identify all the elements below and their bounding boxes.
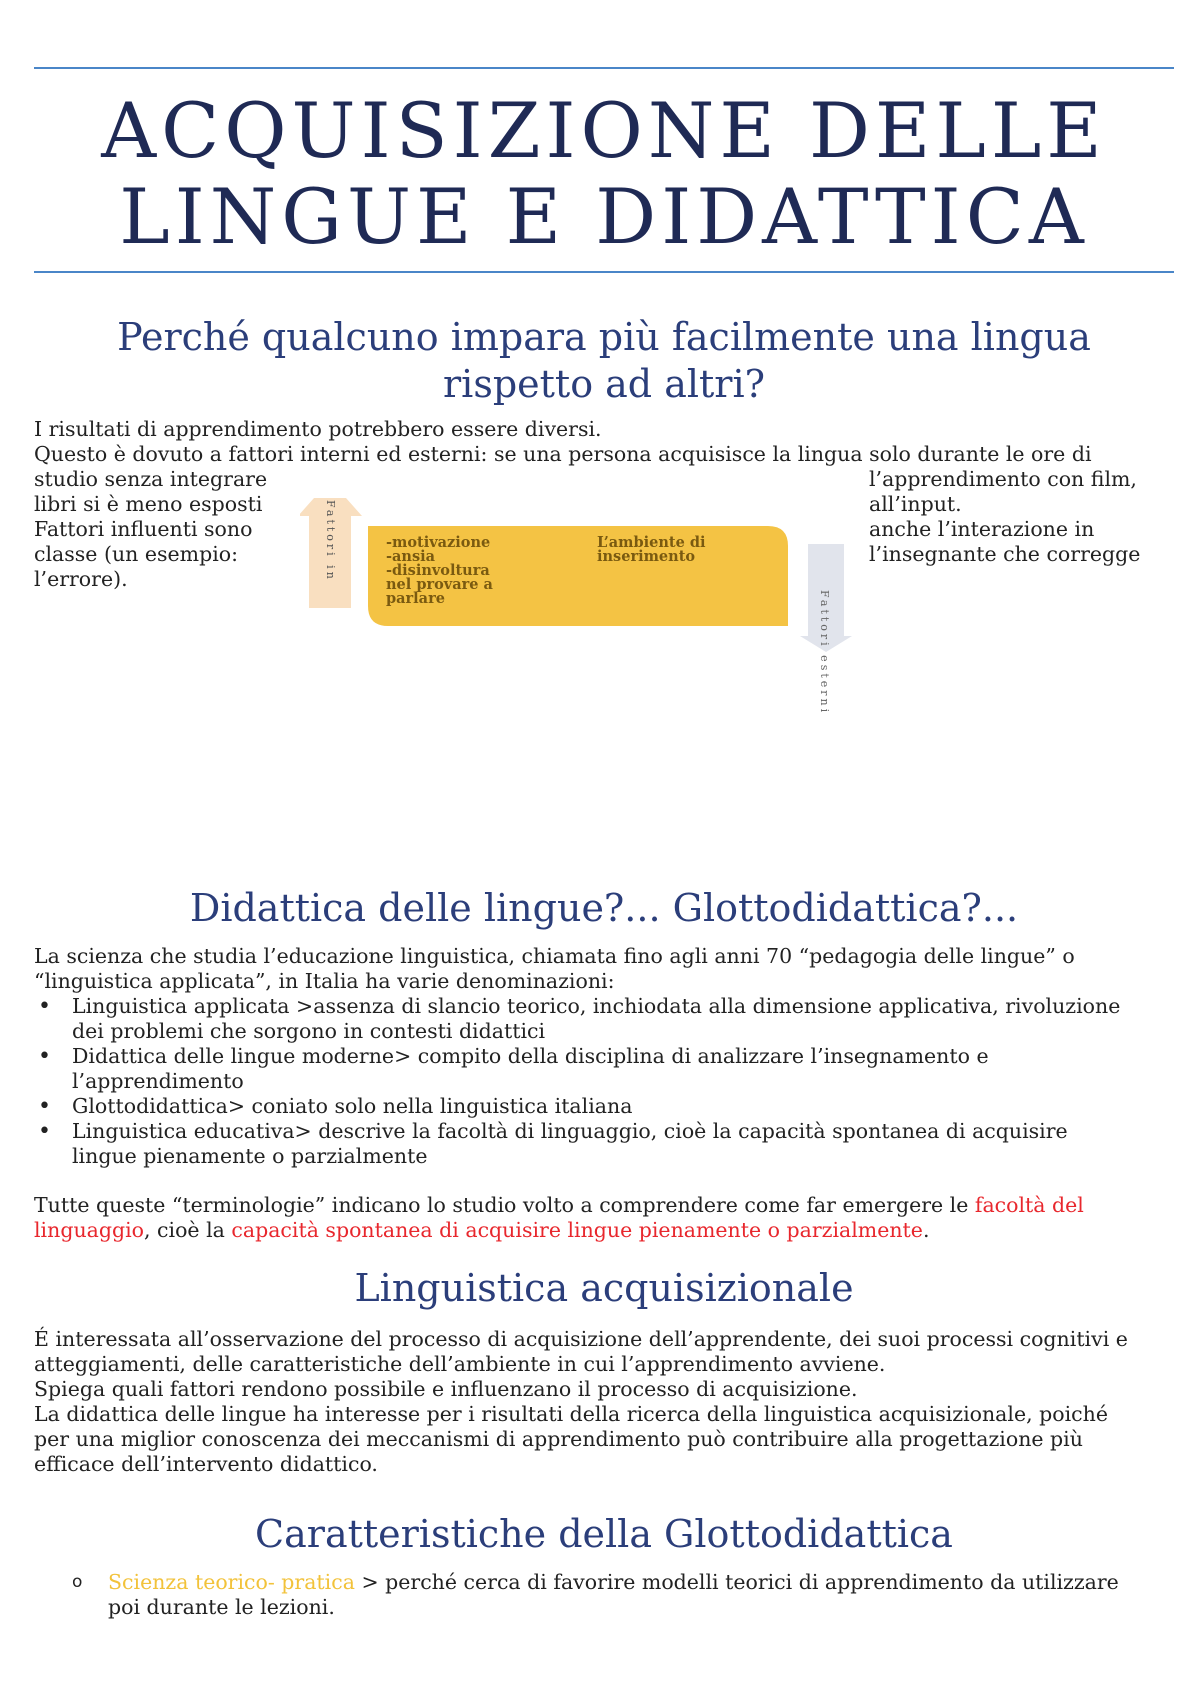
paragraph-line: La didattica delle lingue ha interesse per i risultati della ricerca della linguistica acquisizionale, poiché [34, 1402, 1108, 1426]
summary-text: , cioè la [144, 1218, 232, 1242]
section-heading-linguistica: Linguistica acquisizionale [354, 1266, 854, 1310]
right-line: anche l’interazione in [869, 517, 1095, 541]
external-factor: inserimento [597, 548, 696, 565]
list-item [34, 1119, 1174, 1169]
internal-factor: -ansia [386, 548, 436, 565]
summary-text: Tutte queste “terminologie” indicano lo studio volto a comprendere come far emergere le [34, 1193, 975, 1217]
list-item-line [108, 1570, 1174, 1595]
internal-factor: -motivazione [386, 534, 491, 551]
right-line: all’input. [869, 492, 962, 516]
title-bottom-rule [34, 271, 1174, 273]
right-line: l’apprendimento con film, [869, 467, 1137, 491]
section3-body [34, 1327, 1174, 1477]
summary-paragraph [34, 1193, 1174, 1243]
section-heading-caratteristiche: Caratteristiche della Glottodidattica [255, 1512, 953, 1556]
paragraph-line: efficace dell’intervento didattico. [34, 1452, 378, 1476]
section1-left-column [34, 467, 267, 592]
heading-line-2: rispetto ad altri? [443, 362, 765, 406]
list-item-line: • Linguistica educativa> descrive la facoltà di linguaggio, cioè la capacità spontanea di acquisire [72, 1119, 1068, 1143]
left-line: Fattori influenti sono [34, 517, 253, 541]
title-line-1: ACQUISIZIONE DELLE [101, 86, 1107, 175]
list-item-line: • Glottodidattica> coniato solo nella linguistica italiana [72, 1094, 633, 1118]
internal-factor: parlare [386, 590, 445, 607]
internal-factors-label: Fattori in [324, 500, 337, 582]
highlight-facolta: facoltà del linguaggio [34, 1193, 1084, 1242]
list-item [34, 1570, 1174, 1620]
factors-diagram-shapes [300, 490, 860, 700]
list-item-line: • Linguistica applicata >assenza di slancio teorico, inchiodata alla dimensione applicativa, rivoluzione [72, 994, 1121, 1018]
paragraph-line: É interessata all’osservazione del processo di acquisizione dell’apprendente, dei suoi processi cognitivi e [34, 1327, 1128, 1351]
paragraph-line: “linguistica applicata”, in Italia ha varie denominazioni: [34, 969, 615, 993]
list-item-text: > perché cerca di favorire modelli teorici di apprendimento da utilizzare [354, 1570, 1119, 1594]
list-item-line: lingue pienamente o parzialmente [72, 1144, 428, 1168]
section2-summary [34, 1193, 1174, 1243]
internal-factor: nel provare a [386, 576, 493, 593]
paragraph-line: atteggiamenti, delle caratteristiche dell’ambiente in cui l’apprendimento avviene. [34, 1352, 886, 1376]
section-heading-why [34, 314, 1174, 408]
list-item [34, 1094, 1174, 1119]
list-item-line: dei problemi che sorgono in contesti didattici [72, 1019, 546, 1043]
left-line: l’errore). [34, 567, 128, 591]
list-item-line: • Didattica delle lingue moderne> compito della disciplina di analizzare l’insegnamento e [72, 1044, 989, 1068]
left-line: classe (un esempio: [34, 542, 239, 566]
paragraph-line: Spiega quali fattori rendono possibile e influenzano il processo di acquisizione. [34, 1377, 858, 1401]
section4-body [34, 1570, 1174, 1620]
title-line-2: LINGUE E DIDATTICA [119, 172, 1089, 261]
list-item-line: poi durante le lezioni. [108, 1595, 335, 1619]
external-factors-list [597, 536, 706, 564]
paragraph-line: La scienza che studia l’educazione linguistica, chiamata fino agli anni 70 “pedagogia delle lingue” o [34, 944, 1075, 968]
internal-factors-list [386, 536, 493, 606]
right-line: l’insegnante che corregge [869, 542, 1141, 566]
left-line: studio senza integrare [34, 467, 268, 491]
list-item [34, 1044, 1174, 1094]
characteristics-list [34, 1570, 1174, 1620]
highlight-capacita: capacità spontanea di acquisire lingue pienamente o parzialmente [231, 1218, 923, 1242]
section2-body [34, 944, 1174, 1169]
summary-text: . [922, 1218, 930, 1242]
external-factors-label: Fattori esterni [818, 590, 831, 716]
denominations-list [34, 994, 1174, 1169]
paragraph-line: Questo è dovuto a fattori interni ed esterni: se una persona acquisisce la lingua solo durante le ore di [34, 442, 1092, 466]
section-heading-didattica: Didattica delle lingue?... Glottodidattica?... [189, 886, 1019, 930]
paragraph-line: per una miglior conoscenza dei meccanismi di apprendimento può contribuire alla progettazione più [34, 1427, 1083, 1451]
left-line: libri si è meno esposti [34, 492, 263, 516]
highlight-scienza: Scienza teorico- pratica [108, 1570, 355, 1594]
list-item-line: l’apprendimento [72, 1069, 244, 1093]
heading-line-1: Perché qualcuno impara più facilmente una lingua [117, 315, 1091, 359]
section1-right-column [869, 467, 1140, 567]
internal-factor: -disinvoltura [386, 562, 490, 579]
title-top-rule [34, 67, 1174, 69]
list-item [34, 994, 1174, 1044]
document-title [34, 88, 1174, 260]
external-factor: L’ambiente di [597, 534, 706, 551]
paragraph-line: I risultati di apprendimento potrebbero essere diversi. [34, 417, 602, 441]
section1-intro [34, 417, 1174, 467]
